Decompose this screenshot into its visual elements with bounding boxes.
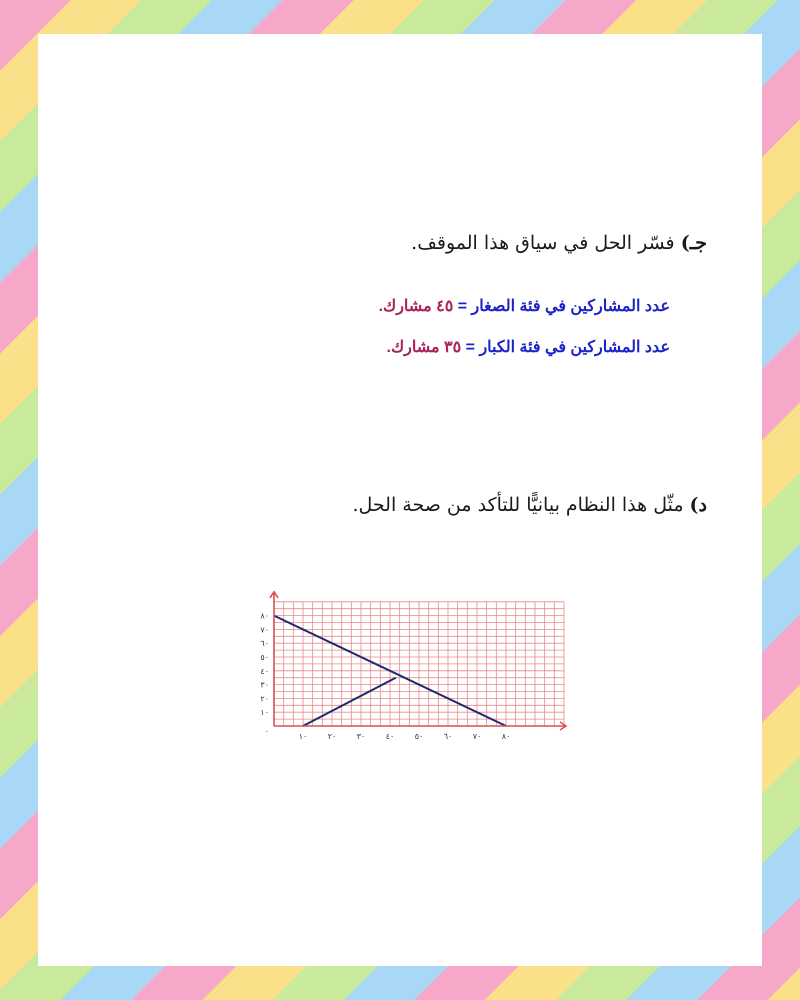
question-d-letter: د) bbox=[689, 494, 707, 516]
y-tick-label: ٦٠ bbox=[260, 639, 269, 649]
question-d-text: مثّل هذا النظام بيانيًّا للتأكد من صحة الحل. bbox=[352, 494, 690, 516]
y-tick-label: ٣٠ bbox=[260, 680, 269, 690]
question-c-letter: جـ) bbox=[680, 232, 707, 254]
y-tick-label: ٨٠ bbox=[260, 611, 269, 621]
answer-young-value: ٤٥ مشارك. bbox=[378, 298, 454, 315]
y-tick-label: ٤٠ bbox=[260, 666, 269, 676]
x-tick-label: ٧٠ bbox=[472, 732, 482, 741]
x-tick-label: ٦٠ bbox=[443, 732, 453, 741]
x-tick-label: ٨٠ bbox=[501, 732, 511, 741]
answer-adult-value: ٣٥ مشارك. bbox=[386, 339, 462, 356]
answer-adult-label: عدد المشاركين في فئة الكبار = bbox=[461, 339, 670, 356]
x-tick-label: ٤٠ bbox=[385, 732, 395, 741]
question-c-text: فسّر الحل في سياق هذا الموقف. bbox=[411, 232, 681, 254]
x-tick-label: ٣٠ bbox=[356, 732, 366, 741]
y-tick-label: ١٠ bbox=[260, 708, 269, 718]
y-tick-label: ٥٠ bbox=[260, 653, 269, 662]
x-tick-label: ٥٠ bbox=[414, 732, 424, 741]
axes bbox=[270, 592, 566, 730]
answer-young-label: عدد المشاركين في فئة الصغار = bbox=[453, 298, 670, 315]
tick-labels bbox=[260, 612, 510, 741]
system-graph bbox=[38, 34, 762, 966]
x-tick-label: ١٠ bbox=[298, 732, 308, 741]
x-tick-label: ٢٠ bbox=[327, 732, 337, 741]
grid bbox=[274, 602, 564, 726]
y-tick-label: ٢٠ bbox=[260, 694, 269, 704]
origin-label: ٠ bbox=[264, 727, 269, 736]
worksheet-page bbox=[38, 34, 762, 966]
y-tick-label: ٧٠ bbox=[260, 625, 269, 635]
